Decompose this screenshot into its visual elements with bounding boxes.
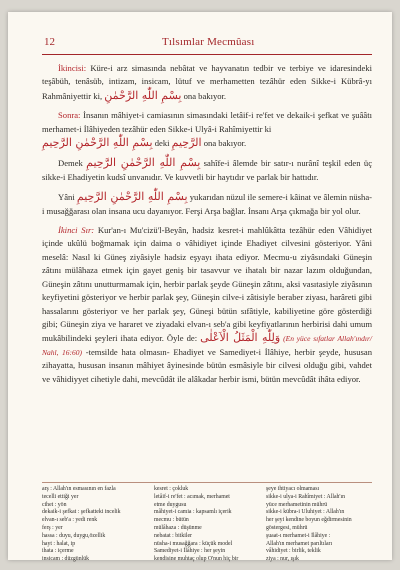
glossary-line: elvan-ı seb'a : yedi renk xyxy=(42,517,98,524)
page-number: 12 xyxy=(44,36,55,48)
paragraph-text: ona bakıyor. xyxy=(201,138,247,149)
glossary xyxy=(42,486,372,564)
glossary-line: Allah'ın merhamet parıltıları xyxy=(266,540,333,547)
glossary-line: cihet : yön xyxy=(42,501,67,508)
paragraph-text: deki xyxy=(152,138,172,149)
header-rule xyxy=(42,54,372,55)
paragraph-text: İnsanın mâhiyet-i camiasının simasındaki letâif-i re'fet ve dekaik-i şefkat ve şuââtı merhamet-i İlâhiyeden tezâhür eden Sikke-i Ulyâ-i Rahîmiyettir ki xyxy=(42,110,372,134)
glossary-line: letâif-i re'fet : acımak, merhamet xyxy=(154,493,230,500)
glossary-line: hayt : halat, ip xyxy=(42,540,76,547)
glossary-line: nüsha-i musağğara : küçük model xyxy=(154,540,233,547)
glossary-line: hassa : duyu, duygu,özellik xyxy=(42,532,106,539)
glossary-line: etme duygusu xyxy=(154,501,187,508)
glossary-line: şuaat-ı merhamet-i İlâhiye : xyxy=(266,532,331,539)
glossary-line: ziya : nur, ışık xyxy=(266,556,299,563)
glossary-line: sikke-i kübra-i Uluhiyet : Allah'ın xyxy=(266,509,345,516)
paragraph-text: ona bakıyor. xyxy=(181,90,227,101)
paragraph-sonra xyxy=(42,109,372,150)
paragraph-label: Sonra: xyxy=(58,110,81,121)
arabic-text: بِسْمِ اللّٰهِ الرَّحْمٰنِ xyxy=(104,88,182,102)
paragraph-text: Yâni xyxy=(58,192,77,203)
paragraph-label: İkincisi: xyxy=(58,63,87,73)
glossary-column-3 xyxy=(266,486,372,564)
paragraph-yani xyxy=(42,190,372,218)
arabic-text: بِسْمِ اللّٰهِ الرَّحْمٰنِ الرَّحِيمِ xyxy=(76,190,188,204)
glossary-line: ihata : içerme xyxy=(42,548,74,555)
page-body xyxy=(42,62,372,392)
glossary-line: göstergesi, mührü xyxy=(266,524,308,531)
glossary-line: kesret : çokluk xyxy=(154,486,189,492)
paragraph-text: Demek xyxy=(58,158,87,169)
glossary-column-1 xyxy=(42,486,148,564)
glossary-line: her şeyi kendine boyun eğdirmesinin xyxy=(266,517,352,524)
glossary-column-2 xyxy=(154,486,260,564)
glossary-line: vâhidiyet : birlik, teklik xyxy=(266,548,321,555)
glossary-line: Samediyet-i İlâhiye : her şeyin xyxy=(154,548,226,555)
paragraph-text: Kur'an-ı Mu'cizü'l-Beyân, hadsiz kesret-i mahlûkâtta tezâhür eden Vâhidiyet içinde ukûlü boğmamak için daima o vâhidiyet içinde Ehadiyet cilvesini gösteriyor. Yâni meselâ: Nasıl ki Güneş ziyâsiyle hadsiz eşyayı ihata ediyor. Mecmu-u ziyâsındaki Güneşin zâtını mülâhaza etmek için gayet geniş bir tasavvur ve ihatalı bir nazar lazım olduğundan, Güneşin zâtını unutturmamak için, herbir parlak şeyde Güneşin zâtını, aksi vasıtasiyle ziyâsının keyfiyetini gösteriyor ve herbir parlak şey, Güneşin cilve-i zâtisiyle beraber ziyası, harâreti gibi hassalarını gösteriyor ve her parlak şey, Güneşi bütün sıfâtiyle, kabiliyetine göre gösterdiği gibi; Güneşin ziya ve hararet ve ziyadaki elvan-ı seb'a gibi keyfiyatlarının herbirisi dahi umum mukâbilindeki şeyleri ihata ediyor. Öyle de: xyxy=(42,225,372,344)
glossary-rule xyxy=(42,482,372,483)
paragraph-text: yukarıdan nüzul ile semere-i kâinat ve âlemin nüsha-i musağğarası olan insana ucu dayanıyor. Ferşi Arşa bağlar. İnsanı Arşa çıkmağa bir yol olur. xyxy=(42,192,372,216)
arabic-text: وَلِلّٰهِ الْمَثَلُ الْاَعْلٰى xyxy=(200,331,281,345)
paragraph-label: İkinci Sır: xyxy=(58,225,95,236)
arabic-text: الرَّحِيمِ xyxy=(171,136,202,150)
arabic-text: بِسْمِ اللّٰهِ الرَّحْمٰنِ الرَّحِيمِ xyxy=(86,156,201,170)
arabic-text: بِسْمِ اللّٰهِ الرَّحْمٰنِ الرَّحِيمِ xyxy=(42,136,153,150)
glossary-line: yüce merhametinin mührü xyxy=(266,501,328,508)
glossary-line: sikke-i ulya-i Rahîmiyet : Allah'ın xyxy=(266,493,345,500)
paragraph-text: sahîfe-i âlemde bir satır-ı nurânî teşkil eden üç sikke-i Ehadiyetin kudsî unvanıdır. Ve kuvvetli bir haytıdır ve parlak bir hattıdır. xyxy=(42,158,373,182)
glossary-line: kendisine muhtaç olup O'nun hiç bir xyxy=(154,556,239,563)
glossary-line: mülâhaza : düşünme xyxy=(154,524,202,531)
paragraph-ikincisi xyxy=(42,62,372,103)
paragraph-ikinci-sir xyxy=(42,224,372,386)
paragraph-demek xyxy=(42,156,372,184)
glossary-line: mecmu : bütün xyxy=(154,517,189,524)
glossary-line: mâhiyet-i camia : kapsamlı içerik xyxy=(154,509,232,516)
page-header xyxy=(42,36,376,52)
running-title: Tılsımlar Mecmûası xyxy=(162,36,255,48)
glossary-line: tecelli ettiği yer xyxy=(42,493,79,500)
glossary-line: insicam : düzgünlük xyxy=(42,556,90,563)
glossary-line: arş : Allah'ın esmasının en fazla xyxy=(42,486,116,492)
glossary-line: ferş : yer xyxy=(42,524,63,531)
glossary-line: nebatat : bitkiler xyxy=(154,532,192,539)
paragraph-text: -temsilde hata olmasın- Ehadiyet ve Samediyet-i İlâhiye, herbir şeyde, hususan zihayatta, hususan insanın mâhiyet âyinesinde bütün esmâsiyle bir cilvesi olduğu gibi, vahdet ve vâhidiyyet cihetiyle dahi, mevcûdât ile alâkadar herbir ismi, bütün mevcûdât ihâta ediyor. xyxy=(42,346,372,384)
glossary-line: şeye ihtiyacı olmaması xyxy=(266,486,320,492)
paragraph-text: Küre-i arz simasında nebâtat ve hayvanatın tedbir ve terbiye ve idaresindeki teşâbüh, tenâsüb, intizam, insicam, lütuf ve merhametten tezâhür eden Sikke-i Kübrâ-yı Rahmâniyettir ki, xyxy=(42,63,372,101)
book-page xyxy=(8,12,392,563)
verse-citation: (En yüce sıfatlar Allah'ındır/ Nahl, 16:60) xyxy=(42,334,372,357)
glossary-line: dekaik-i şefkat : şefkatteki incelik xyxy=(42,509,121,516)
